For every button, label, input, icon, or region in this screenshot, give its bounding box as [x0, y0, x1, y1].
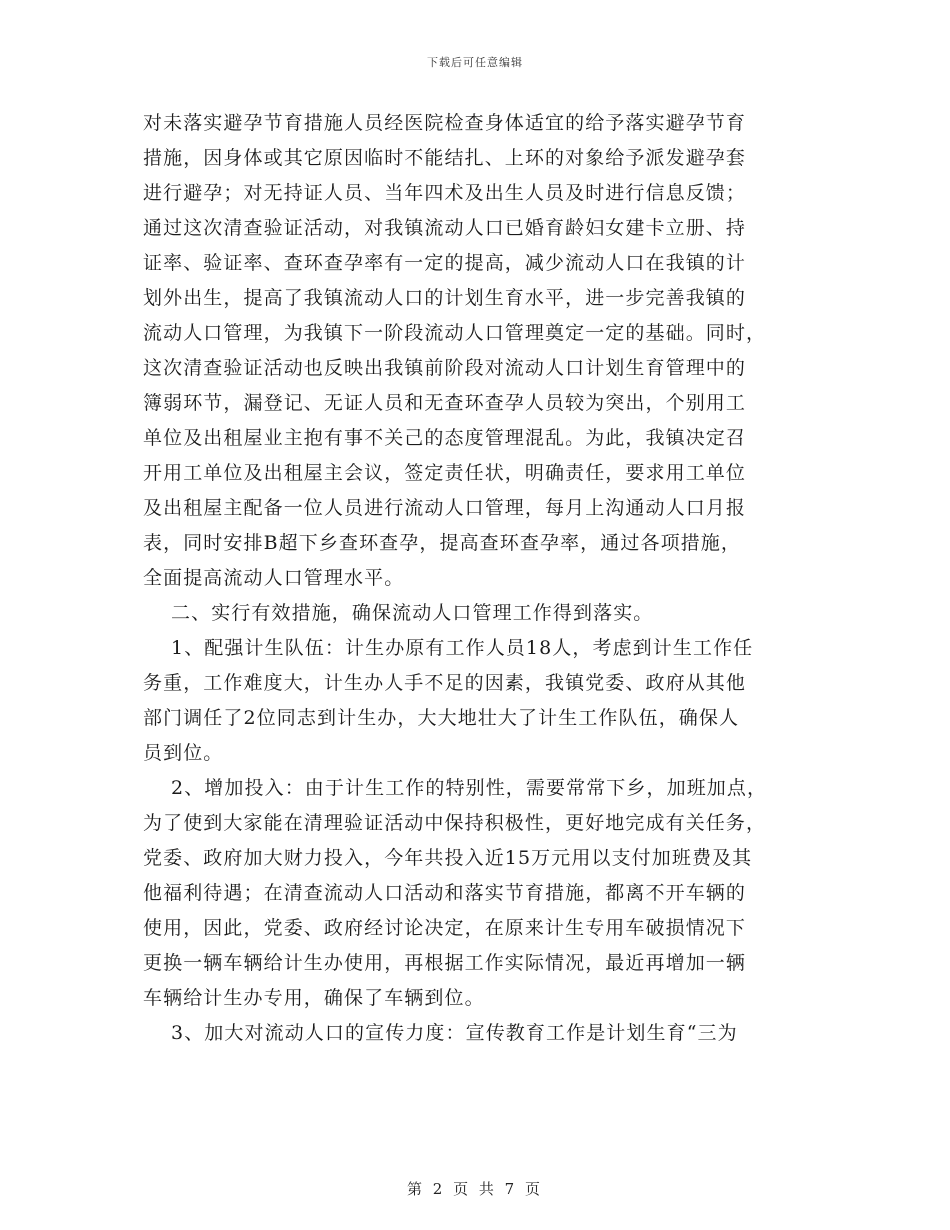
- text-line: 员到位。: [143, 742, 224, 764]
- text-line: 部门调任了2位同志到计生办，大大地壮大了计生工作队伍，确保人: [143, 707, 740, 729]
- paragraph-start: 2、增加投入：由于计生工作的特别性，需要常常下乡，加班加点，: [171, 777, 768, 799]
- text-line: 这次清查验证活动也反映出我镇前阶段对流动人口计划生育管理中的: [143, 357, 747, 379]
- text-line: 为了使到大家能在清理验证活动中保持积极性，更好地完成有关任务，: [143, 812, 767, 834]
- text-line: 通过这次清查验证活动，对我镇流动人口已婚育龄妇女建卡立册、持: [143, 217, 747, 239]
- text-line: 更换一辆车辆给计生办使用，再根据工作实际情况，最近再增加一辆: [143, 952, 747, 974]
- text-line: 开用工单位及出租屋主会议，签定责任状，明确责任，要求用工单位: [143, 462, 747, 484]
- text-line: 他福利待遇；在清查流动人口活动和落实节育措施，都离不开车辆的: [143, 882, 747, 904]
- text-line: 措施，因身体或其它原因临时不能结扎、上环的对象给予派发避孕套: [143, 147, 747, 169]
- text-line: 党委、政府加大财力投入，今年共投入近15万元用以支付加班费及其: [143, 847, 753, 869]
- text-line: 流动人口管理，为我镇下一阶段流动人口管理奠定一定的基础。同时，: [143, 322, 767, 344]
- page-number: 第 2 页 共 7 页: [407, 1180, 543, 1198]
- text-line: 进行避孕；对无持证人员、当年四术及出生人员及时进行信息反馈；: [143, 182, 747, 204]
- text-line: 及出租屋主配备一位人员进行流动人口管理，每月上沟通动人口月报: [143, 497, 747, 519]
- text-line: 车辆给计生办专用，确保了车辆到位。: [143, 987, 485, 1009]
- document-body: [143, 106, 803, 1051]
- text-line: 务重，工作难度大，计生办人手不足的因素，我镇党委、政府从其他: [143, 672, 747, 694]
- paragraph-start: 1、配强计生队伍：计生办原有工作人员18人，考虑到计生工作任: [171, 637, 754, 659]
- section-heading: 二、实行有效措施，确保流动人口管理工作得到落实。: [171, 602, 654, 624]
- text-line: 单位及出租屋业主抱有事不关己的态度管理混乱。为此，我镇决定召: [143, 427, 747, 449]
- text-line: 表，同时安排B超下乡查环查孕，提高查环查孕率，通过各项措施，: [143, 532, 741, 554]
- text-line: 证率、验证率、查环查孕率有一定的提高，减少流动人口在我镇的计: [143, 252, 747, 274]
- text-line: 使用，因此，党委、政府经讨论决定，在原来计生专用车破损情况下: [143, 917, 747, 939]
- text-line: 全面提高流动人口管理水平。: [143, 567, 405, 589]
- text-line: 划外出生，提高了我镇流动人口的计划生育水平，进一步完善我镇的: [143, 287, 747, 309]
- paragraph-start: 3、加大对流动人口的宣传力度：宣传教育工作是计划生育“三为: [171, 1022, 738, 1044]
- text-line: 对未落实避孕节育措施人员经医院检查身体适宜的给予落实避孕节育: [143, 112, 747, 134]
- text-line: 簿弱环节，漏登记、无证人员和无查环查孕人员较为突出，个别用工: [143, 392, 747, 414]
- page-header: 下载后可任意编辑: [427, 56, 523, 69]
